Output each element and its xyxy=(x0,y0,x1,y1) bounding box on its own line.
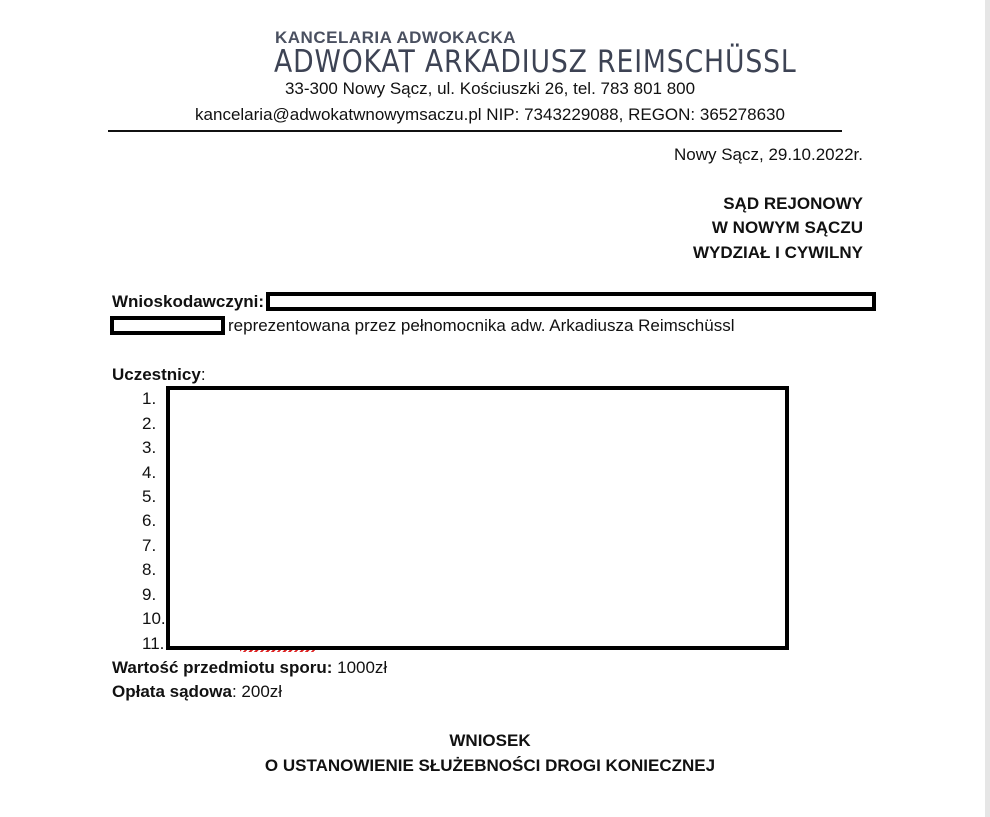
participant-number: 11. xyxy=(142,634,165,653)
letterhead-lawyer-name: ADWOKAT ARKADIUSZ REIMSCHÜSSL xyxy=(274,44,797,80)
participant-number: 7. xyxy=(142,536,157,555)
participant-number: 6. xyxy=(142,511,157,530)
letterhead-firm-type: KANCELARIA ADWOKACKA xyxy=(275,28,517,47)
participants-label: Uczestnicy: xyxy=(112,365,206,384)
participant-number: 9. xyxy=(142,585,157,604)
redaction-box-applicant xyxy=(266,292,876,311)
participant-number: 3. xyxy=(142,438,157,457)
applicant-representation: reprezentowana przez pełnomocnika adw. Arkadiusza Reimschüssl xyxy=(228,316,735,335)
applicant-label: Wnioskodawczyni: xyxy=(112,292,265,311)
document-date: Nowy Sącz, 29.10.2022r. xyxy=(673,145,863,164)
participant-number: 10. xyxy=(142,609,166,628)
letterhead-contact: kancelaria@adwokatwnowymsaczu.pl NIP: 7343229088, REGON: 365278630 xyxy=(195,105,785,124)
court-fee: Opłata sądowa: 200zł xyxy=(112,682,283,701)
dispute-value: Wartość przedmiotu sporu: 1000zł xyxy=(112,658,388,677)
redaction-box-applicant-2 xyxy=(110,316,225,335)
motion-subtitle: O USTANOWIENIE SŁUŻEBNOŚCI DROGI KONIECZNEJ xyxy=(264,756,716,775)
scroll-edge xyxy=(985,0,990,817)
letterhead-address: 33-300 Nowy Sącz, ul. Kościuszki 26, tel. 783 801 800 xyxy=(284,79,696,98)
court-line-3: WYDZIAŁ I CYWILNY xyxy=(693,243,863,262)
participant-number: 8. xyxy=(142,560,157,579)
court-line-1: SĄD REJONOWY xyxy=(723,194,863,213)
letterhead-divider xyxy=(108,130,842,132)
motion-title: WNIOSEK xyxy=(449,731,531,750)
redaction-box-participants xyxy=(166,386,789,650)
participant-number: 5. xyxy=(142,487,157,506)
participant-number: 2. xyxy=(142,414,157,433)
participant-number: 1. xyxy=(142,389,157,408)
participant-number: 4. xyxy=(142,463,157,482)
court-line-2: W NOWYM SĄCZU xyxy=(711,218,863,237)
